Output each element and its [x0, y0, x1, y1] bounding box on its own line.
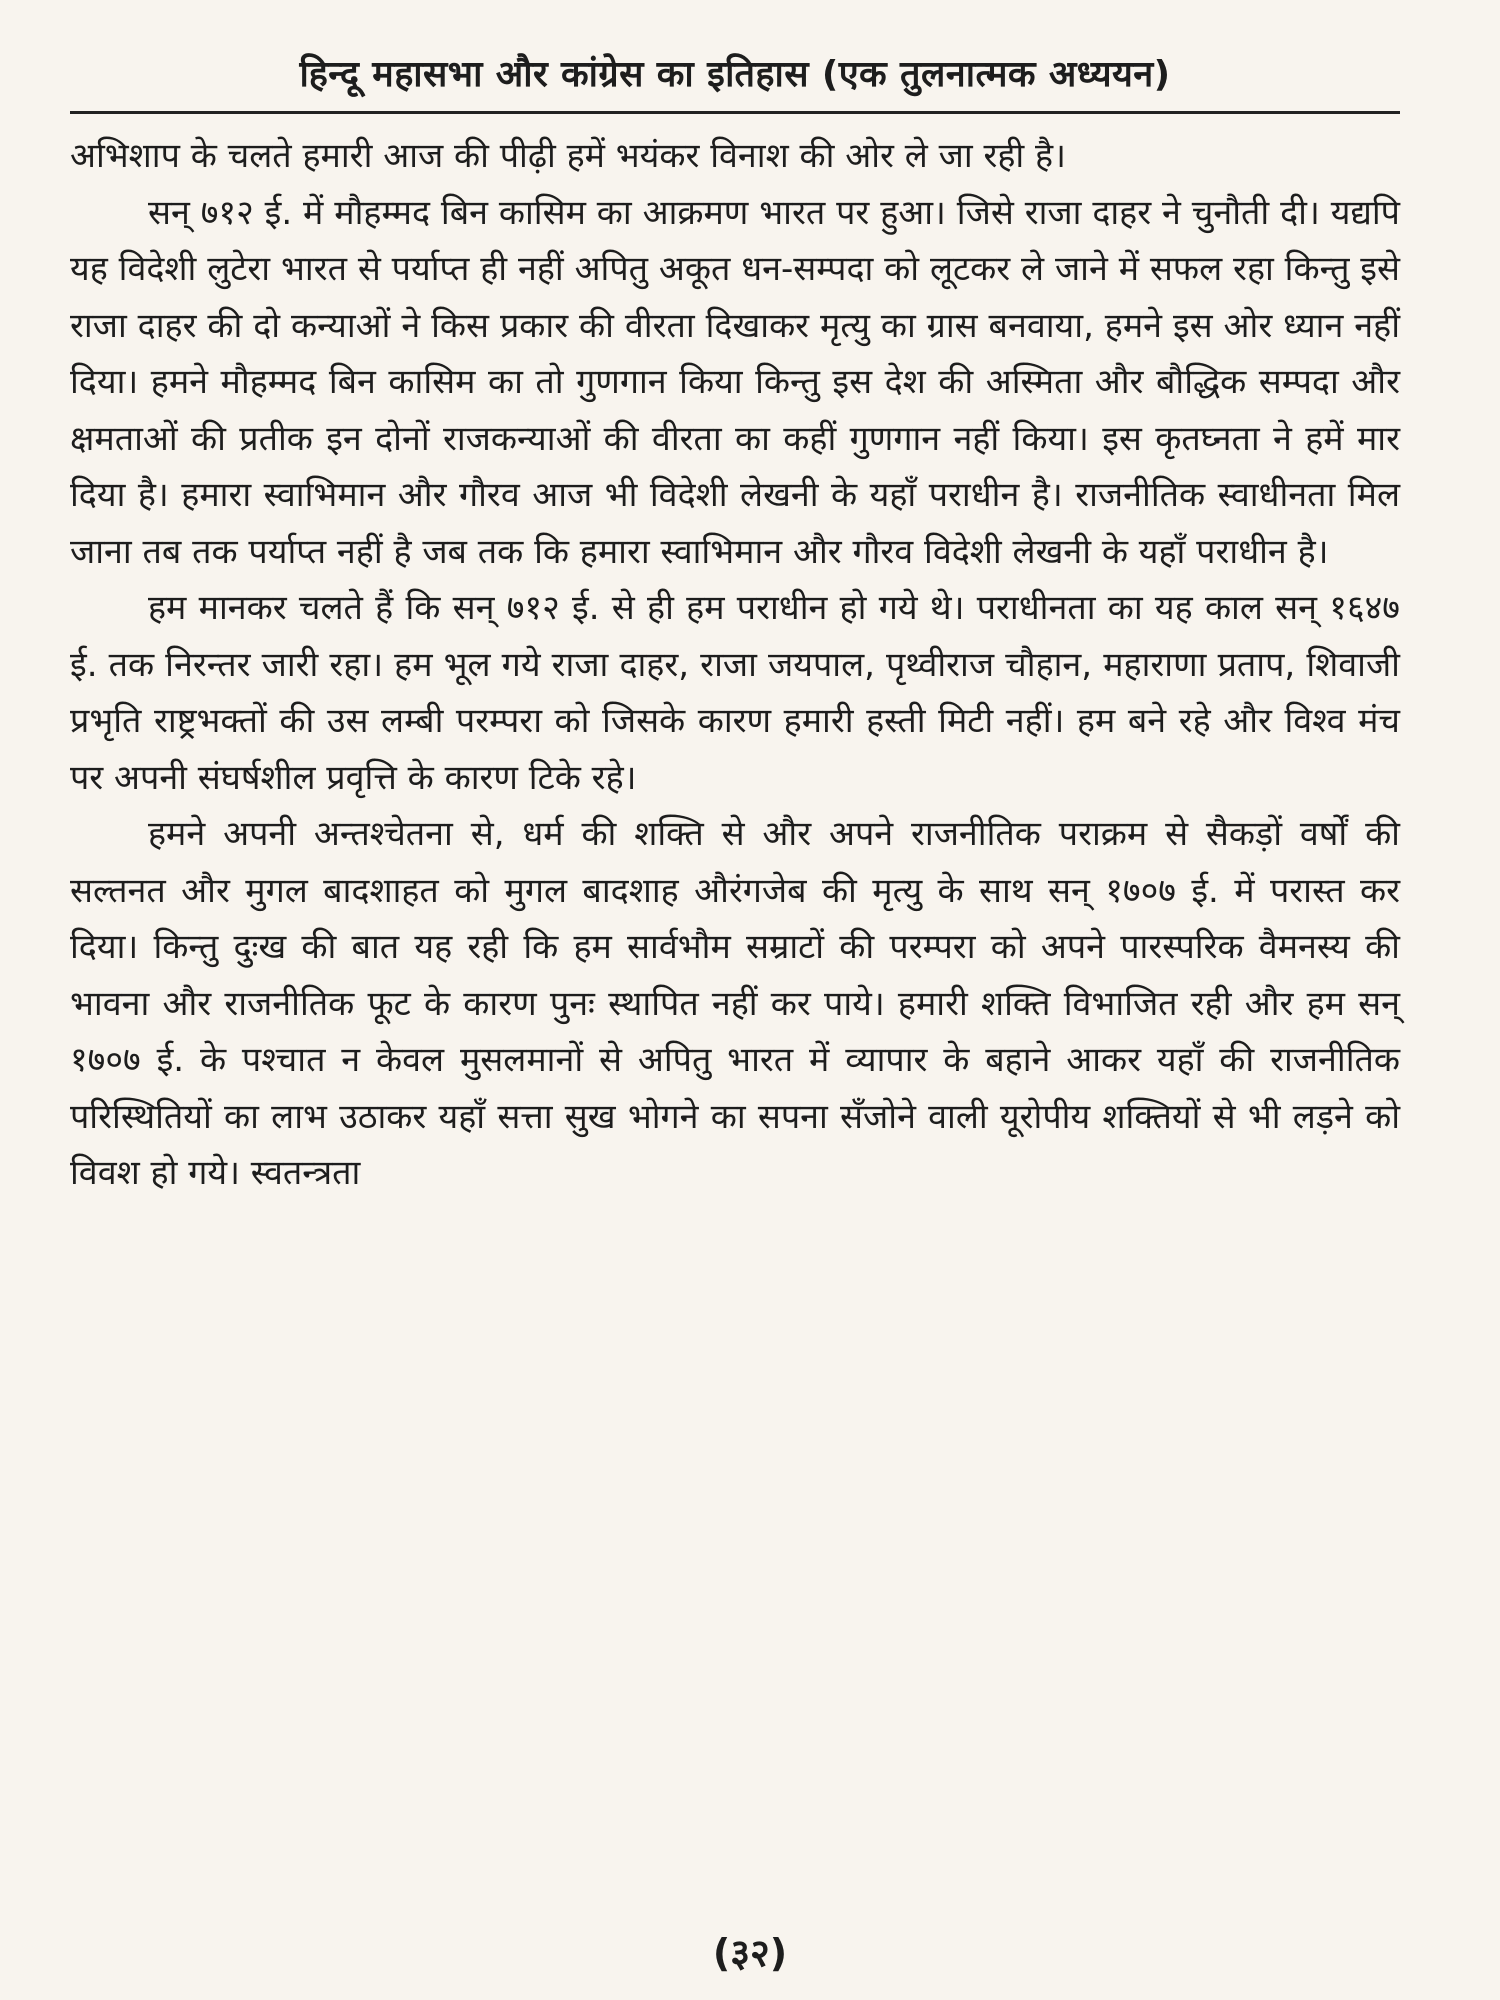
paragraph-4: हमने अपनी अन्तश्चेतना से, धर्म की शक्ति से और अपने राजनीतिक पराक्रम से सैकड़ों वर्षों की सल्तनत और मुगल बादशाहत को मुगल बादशाह औरंगजेब की मृत्यु के साथ सन् १७०७ ई. में परास्त कर दिया। किन्तु दुःख की बात यह रही कि हम सार्वभौम सम्राटों की परम्परा को अपने पारस्परिक वैमनस्य की भावना और राजनीतिक फूट के कारण पुनः स्थापित नहीं कर पाये। हमारी शक्ति विभाजित रही और हम सन् १७०७ ई. के पश्चात न केवल मुसलमानों से अपितु भारत में व्यापार के बहाने आकर यहाँ की राजनीतिक परिस्थितियों का लाभ उठाकर यहाँ सत्ता सुख भोगने का सपना सँजोने वाली यूरोपीय शक्तियों से भी लड़ने को विवश हो गये। स्वतन्त्रता: [70, 814, 1400, 1193]
header-divider: [70, 111, 1400, 114]
page-number: (३२): [712, 1931, 788, 1975]
paragraph-2: सन् ७१२ ई. में मौहम्मद बिन कासिम का आक्रमण भारत पर हुआ। जिसे राजा दाहर ने चुनौती दी। यद्यपि यह विदेशी लुटेरा भारत से पर्याप्त ही नहीं अपितु अकूत धन-सम्पदा को लूटकर ले जाने में सफल रहा किन्तु इसे राजा दाहर की दो कन्याओं ने किस प्रकार की वीरता दिखाकर मृत्यु का ग्रास बनवाया, हमने इस ओर ध्यान नहीं दिया। हमने मौहम्मद बिन कासिम का तो गुणगान किया किन्तु इस देश की अस्मिता और बौद्धिक सम्पदा और क्षमताओं की प्रतीक इन दोनों राजकन्याओं की वीरता का कहीं गुणगान नहीं किया। इस कृतघ्नता ने हमें मार दिया है। हमारा स्वाभिमान और गौरव आज भी विदेशी लेखनी के यहाँ पराधीन है। राजनीतिक स्वाधीनता मिल जाना तब तक पर्याप्त नहीं है जब तक कि हमारा स्वाभिमान और गौरव विदेशी लेखनी के यहाँ पराधीन है।: [70, 192, 1400, 572]
paragraph-3: हम मानकर चलते हैं कि सन् ७१२ ई. से ही हम पराधीन हो गये थे। पराधीनता का यह काल सन् १६४७ ई. तक निरन्तर जारी रहा। हम भूल गये राजा दाहर, राजा जयपाल, पृथ्वीराज चौहान, महाराणा प्रताप, शिवाजी प्रभृति राष्ट्रभक्तों की उस लम्बी परम्परा को जिसके कारण हमारी हस्ती मिटी नहीं। हम बने रहे और विश्व मंच पर अपनी संघर्षशील प्रवृत्ति के कारण टिके रहे।: [70, 588, 1400, 798]
running-header: हिन्दू महासभा और कांग्रेस का इतिहास (एक तुलनात्मक अध्ययन): [299, 54, 1171, 95]
page-body: [70, 128, 1400, 1202]
paragraph-1: अभिशाप के चलते हमारी आज की पीढ़ी हमें भयंकर विनाश की ओर ले जा रही है।: [70, 136, 1066, 176]
